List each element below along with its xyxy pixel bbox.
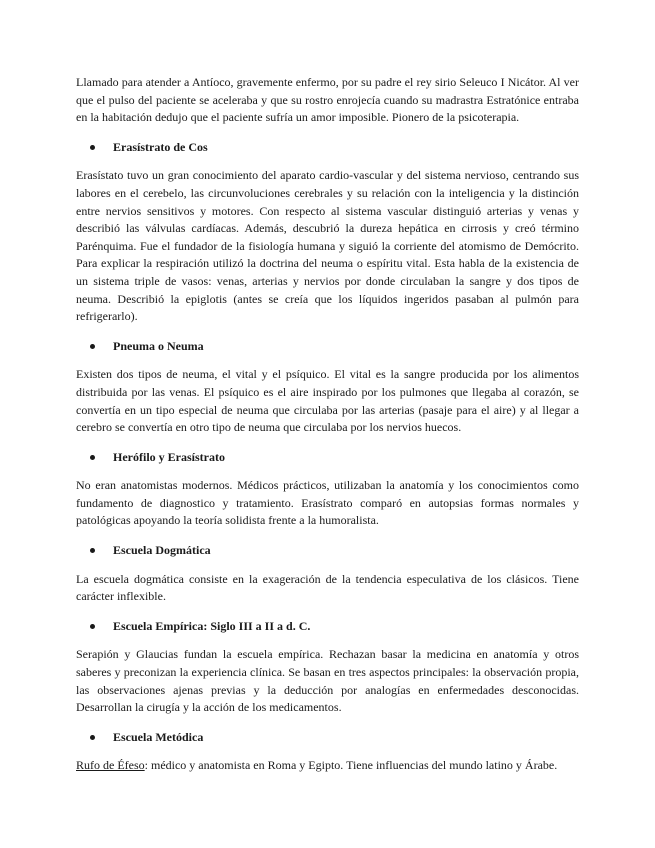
bullet-icon [90, 344, 95, 349]
paragraph-pneuma: Existen dos tipos de neuma, el vital y el psíquico. El vital es la sangre producida por los alimentos distribuida por las venas. El psíquico es el aire inspirado por los pulmones que llegaba al corazón, se convertía en un tipo especial de neuma que circulaba por las arterias (pasaje para el aire) y al llegar a cerebro se convertía en otro tipo de neuma que circulaba por los nervios huecos. [76, 367, 579, 435]
bullet-icon [90, 735, 95, 740]
heading-escuela-dogmatica [76, 542, 579, 560]
rufo-name: Rufo de Éfeso [76, 758, 145, 773]
paragraph-herofilo: No eran anatomistas modernos. Médicos prácticos, utilizaban la anatomía y los conocimientos como fundamento de diagnostico y tratamiento. Erasístrato comparó en autopsias formas normales y patológicas apoyando la teoría solidista frente a la humoralista. [76, 478, 579, 528]
paragraph-rufo [76, 757, 579, 775]
bullet-icon [90, 624, 95, 629]
heading-text: Escuela Metódica [113, 729, 204, 744]
heading-escuela-metodica [76, 729, 579, 747]
rufo-description: : médico y anatomista en Roma y Egipto. Tiene influencias del mundo latino y Árabe. [144, 758, 558, 773]
bullet-icon [90, 455, 95, 460]
paragraph-antioco: Llamado para atender a Antíoco, gravemente enfermo, por su padre el rey sirio Seleuco I Nicátor. Al ver que el pulso del paciente se aceleraba y que su rostro enrojecía cuando su madrastra Estratónice entraba en la habitación dedujo que el paciente sufría un amor imposible. Pionero de la psicoterapia. [76, 75, 579, 125]
bullet-icon [90, 548, 95, 553]
paragraph-dogmatica: La escuela dogmática consiste en la exageración de la tendencia especulativa de los clásicos. Tiene carácter inflexible. [76, 571, 579, 604]
heading-text: Erasístrato de Cos [113, 139, 208, 154]
paragraph-erasistrato: Erasístato tuvo un gran conocimiento del aparato cardio-vascular y del sistema nervioso, centrando sus labores en el cerebelo, las circunvoluciones cerebrales y su relación con la inteligencia y la distinción entre nervios sensitivos y motores. Con respecto al sistema vascular distinguió arterias y venas y describió las válvulas cardíacas. Además, descubrió la dureza hepática en cirrosis y creó término Parénquima. Fue el fundador de la fisiología humana y siguió la corriente del atomismo de Demócrito. Para explicar la respiración utilizó la doctrina del neuma o espíritu vital. Esta habla de la existencia de un sistema triple de vasos: venas, arterias y nervios por donde circulaban la sangre y dos tipos de neuma. Describió la epiglotis (antes se creía que los líquidos ingeridos pasaban al pulmón para refrigerarlo). [76, 168, 579, 324]
heading-herofilo [76, 449, 579, 467]
heading-pneuma [76, 338, 579, 356]
paragraph-empirica: Serapión y Glaucias fundan la escuela empírica. Rechazan basar la medicina en anatomía y otros saberes y preconizan la experiencia clínica. Se basan en tres aspectos principales: la observación propia, las observaciones ajenas previas y la deducción por analogías en enfermedades desconocidas. Desarrollan la cirugía y la acción de los medicamentos. [76, 647, 579, 715]
heading-erasistrato-de-cos [76, 139, 579, 157]
bullet-icon [90, 145, 95, 150]
heading-text: Escuela Dogmática [113, 543, 211, 558]
heading-text: Escuela Empírica: Siglo III a II a d. C. [113, 618, 311, 633]
document-page [76, 74, 579, 787]
heading-text: Pneuma o Neuma [113, 338, 204, 353]
heading-escuela-empirica [76, 618, 579, 636]
heading-text: Herófilo y Erasístrato [113, 449, 225, 464]
